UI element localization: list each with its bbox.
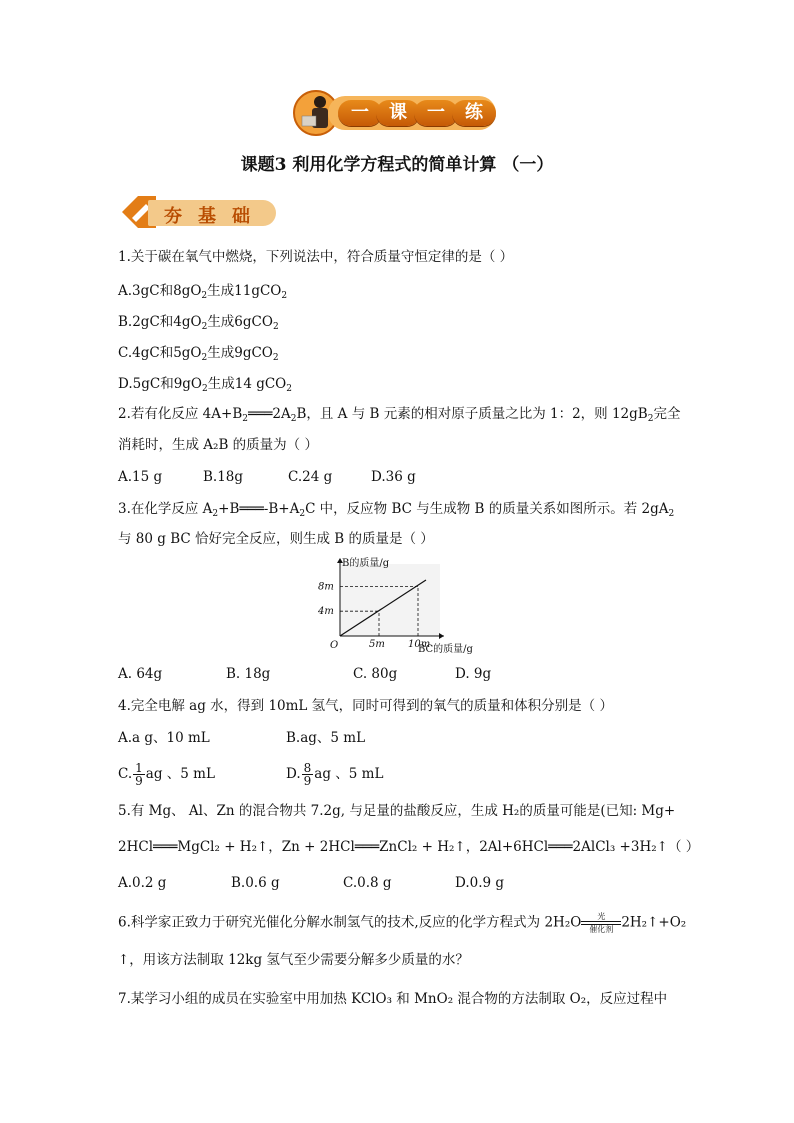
section-char-3: 础 xyxy=(232,206,250,227)
q2-option-d: D.36 g xyxy=(371,469,416,485)
q1-stem: 1.关于碳在氧气中燃烧，下列说法中，符合质量守恒定律的是（ ） xyxy=(118,249,514,265)
banner-char-2: 课 xyxy=(376,100,420,126)
chart-background xyxy=(340,564,440,636)
q3-option-c: C. 80g xyxy=(353,666,398,682)
x-axis-label: BC的质量/g xyxy=(418,644,473,655)
q2-option-c: C.24 g xyxy=(288,469,333,485)
q3-option-b: B. 18g xyxy=(226,666,271,682)
q4-option-d: D. $\frac{8}{9}$ ag 、5 mL xyxy=(286,761,384,788)
q6-line2: ↑，用该方法制取 12kg 氢气至少需要分解多少质量的水？ xyxy=(118,952,469,968)
q2-line1: 2.若有化反应 $4A+B_2═══2A_2B$，且 A 与 B 元素的相对原子质量之比为 1：2，则 $12gB_2$完全 xyxy=(118,406,681,424)
y-axis-label: B的质量/g xyxy=(342,558,390,569)
q3-chart xyxy=(314,556,494,656)
q3-chart-svg xyxy=(314,556,494,656)
q6-reaction-condition: 光 催化剂 xyxy=(581,912,621,934)
q4-option-a: A.a g、10 mL xyxy=(118,730,210,746)
q3-option-a: A. 64g xyxy=(118,666,163,682)
q3-option-d: D. 9g xyxy=(455,666,492,682)
banner-char-3: 一 xyxy=(414,100,458,126)
q1-option-c: C.4gC和$5gO_2$生成9gCO$_2$ xyxy=(118,345,279,363)
top-banner xyxy=(288,88,496,138)
q2-option-a: A.15 g xyxy=(118,469,163,485)
x-axis-arrow xyxy=(439,633,444,639)
page-title: 课题3 利用化学方程式的简单计算 （一） xyxy=(240,155,554,175)
section-char-2: 基 xyxy=(198,206,216,227)
q2-option-b: B.18g xyxy=(203,469,244,485)
section-char-1: 夯 xyxy=(164,206,182,227)
q5-line1: 5.有 Mg、 Al、Zn 的混合物共 7.2g, 与足量的盐酸反应，生成 H₂的质量可能是(已知: Mg+ xyxy=(118,803,676,819)
q5-line2: 2HCl═══MgCl₂ + H₂↑，Zn + 2HCl═══ZnCl₂ + H₂↑，2Al+6HCl═══2AlCl₃ +3H₂↑（ ） xyxy=(118,839,700,855)
q1-option-a: A.3gC和$8gO_2$生成11gCO$_2$ xyxy=(118,283,288,301)
q5-option-b: B.0.6 g xyxy=(231,875,280,891)
banner-char-4: 练 xyxy=(452,100,496,126)
q5-option-a: A.0.2 g xyxy=(118,875,167,891)
q4-option-b: B.ag、5 mL xyxy=(286,730,366,746)
q3-line1: 3.在化学反应 $A_2+B═══-B+A_2C$ 中，反应物 BC 与生成物 B 的质量关系如图所示。若 $2gA_2$ xyxy=(118,501,675,519)
q3-line2: 与 80 g BC 恰好完全反应，则生成 B 的质量是（ ） xyxy=(118,531,434,547)
q7-line1: 7.某学习小组的成员在实验室中用加热 KClO₃ 和 MnO₂ 混合物的方法制取 O₂，反应过程中 xyxy=(118,991,668,1007)
q5-option-c: C.0.8 g xyxy=(343,875,392,891)
q1-option-d: D.5gC和$9gO_2$生成14 gCO$_2$ xyxy=(118,376,292,394)
section-banner xyxy=(118,192,278,232)
banner-char-1: 一 xyxy=(338,100,382,126)
q2-line2: 消耗时，生成 A₂B 的质量为（ ） xyxy=(118,437,318,453)
x-tick-label: 10m xyxy=(408,639,431,650)
y-tick-label: 8m xyxy=(318,581,334,593)
q5-option-d: D.0.9 g xyxy=(455,875,505,891)
origin-label: O xyxy=(330,640,339,651)
q1-option-b: B.2gC和$4gO_2$生成6gCO$_2$ xyxy=(118,314,279,332)
q4-option-c: C. $\frac{1}{9}$ ag 、5 mL xyxy=(118,761,215,788)
y-tick-label: 4m xyxy=(318,606,334,618)
q6-line1: 6.科学家正致力于研究光催化分解水制氢气的技术,反应的化学方程式为 2H₂O 光 催化剂 2H₂↑+O₂ xyxy=(118,912,687,934)
q4-stem: 4.完全电解 ag 水，得到 10mL 氢气，同时可得到的氧气的质量和体积分别是（ ） xyxy=(118,698,613,714)
x-tick-label: 5m xyxy=(369,639,385,650)
